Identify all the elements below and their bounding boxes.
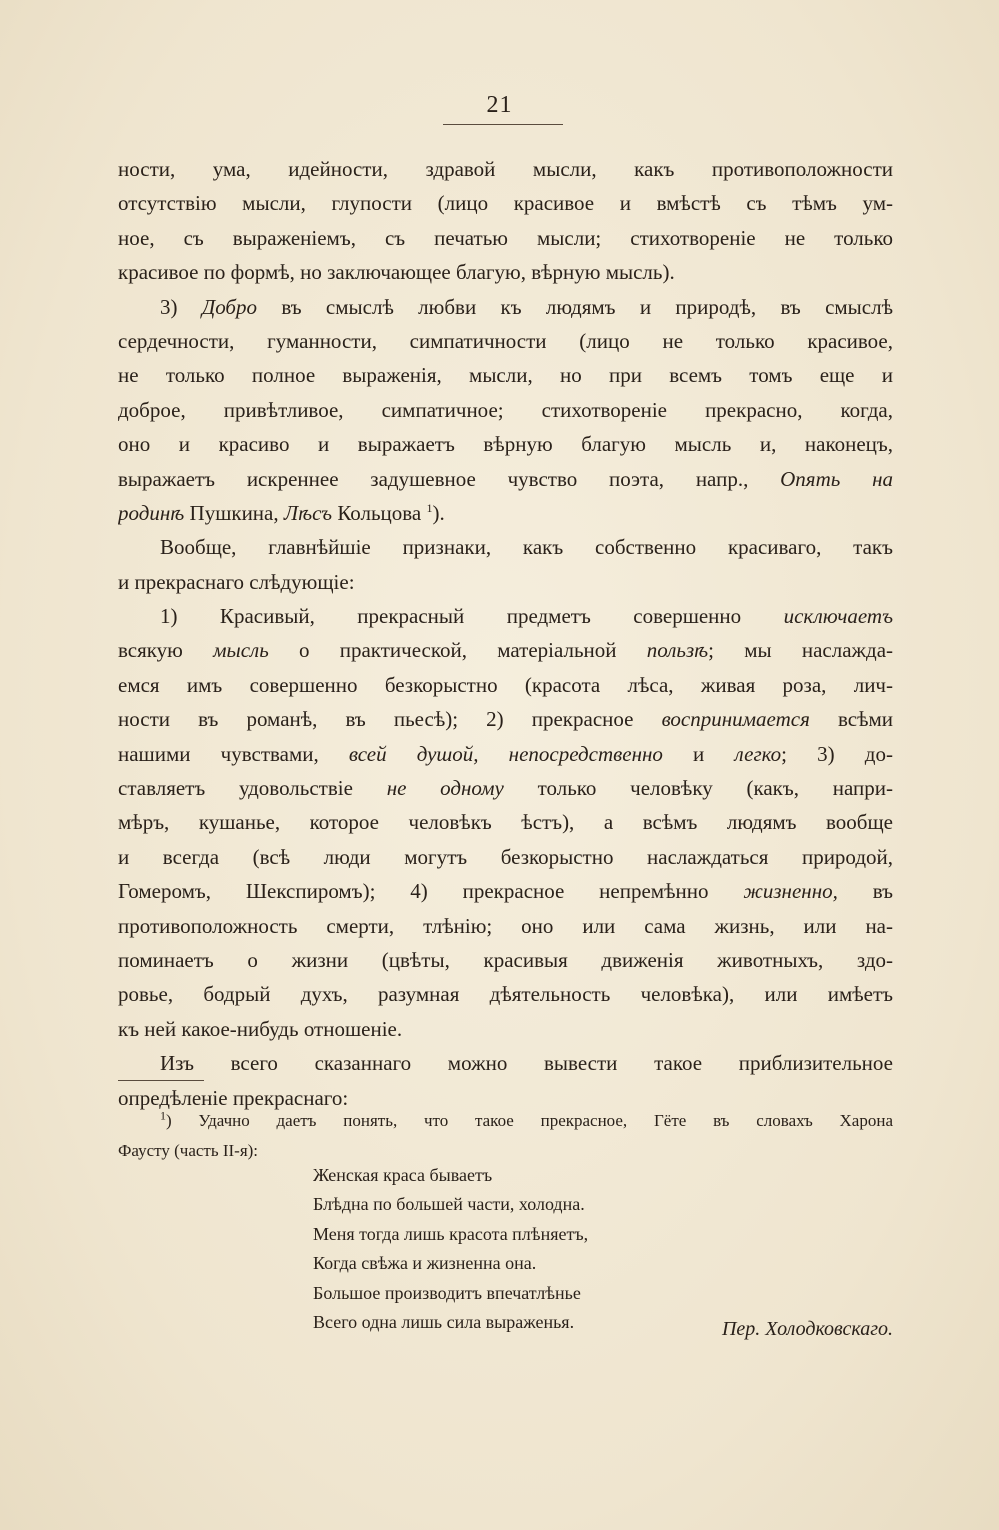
text-line: нашими чувствами, всей душой, непосредственно и легко; 3) до- [118,741,893,766]
text-line: мѣръ, кушанье, которое человѣкъ ѣстъ), а всѣмъ людямъ вообще [118,810,893,835]
text-line: ности, ума, идейности, здравой мысли, какъ противоположности [118,157,893,181]
text-line: противоположность смерти, тлѣнію; оно или сама жизнь, или на- [118,913,893,938]
footnote-verse [313,1161,893,1337]
text-line: и прекраснаго слѣдующіе: [118,569,355,594]
text-line: не только полное выраженія, мысли, но при всемъ томъ еще и [118,363,893,388]
verse-line: Женская краса бываетъ [313,1165,493,1185]
main-text [118,152,893,1115]
text-line: Изъ всего сказаннаго можно вывести такое приблизительное [160,1051,893,1076]
text-line: ное, съ выраженіемъ, съ печатью мысли; стихотвореніе не только [118,225,893,250]
verse-line: Всего одна лишь сила выраженья. [313,1311,575,1332]
text-line: 3) Добро въ смыслѣ любви къ людямъ и природѣ, въ смыслѣ [160,294,893,319]
page-number: 21 [486,92,513,118]
footnote-text [118,1106,893,1166]
verse-line: Меня тогда лишь красота плѣняетъ, [313,1223,589,1244]
text-line: родинѣ Пушкина, Лѣсъ Кольцова $^1$). [118,500,445,525]
text-line: доброе, привѣтливое, симпатичное; стихотвореніе прекрасно, когда, [118,397,893,422]
footnote-line: $^1$) Удачно даетъ понять, что такое прекрасное, Гёте въ словахъ Харона [160,1108,893,1130]
text-line: выражаетъ искреннее задушевное чувство поэта, напр., Опять на [118,466,893,491]
text-line: поминаетъ о жизни (цвѣты, красивыя движенія животныхъ, здо- [118,947,893,972]
verse-line: Блѣдна по большей части, холодна. [313,1194,585,1215]
text-line: сердечности, гуманности, симпатичности (лицо не только красивое, [118,328,893,353]
text-line: къ ней какое-нибудь отношеніе. [118,1016,403,1041]
text-line: опредѣленіе прекраснаго: [118,1085,349,1110]
text-line: 1) Красивый, прекрасный предметъ совершенно исключаетъ [160,604,893,629]
text-line: емся имъ совершенно безкорыстно (красота лѣса, живая роза, лич- [118,672,893,697]
text-line: ровье, бодрый духъ, разумная дѣятельность человѣка), или имѣетъ [118,982,893,1007]
text-line: отсутствію мысли, глупости (лицо красивое и вмѣстѣ съ тѣмъ ум- [118,191,893,216]
text-line: красивое по формѣ, но заключающее благую, вѣрную мысль). [118,260,675,285]
header-rule [443,124,563,125]
text-line: ставляетъ удовольствіе не одному только человѣку (какъ, напри- [118,776,893,801]
text-line: и всегда (всѣ люди могутъ безкорыстно наслаждаться природой, [118,844,893,869]
verse-line: Когда свѣжа и жизненна она. [313,1253,537,1274]
footnote-line: Фаусту (часть II-я): [118,1141,259,1160]
footnote-separator [118,1080,204,1081]
verse-line: Большое производитъ впечатлѣнье [313,1282,581,1303]
text-line: ности въ романѣ, въ пьесѣ); 2) прекрасное воспринимается всѣми [118,707,893,732]
text-line: Вообще, главнѣйшіе признаки, какъ собственно красиваго, такъ [160,535,893,560]
translator-credit: Пер. Холодковскаго. [721,1318,893,1340]
text-line: оно и красиво и выражаетъ вѣрную благую мысль и, наконецъ, [118,432,893,457]
text-line: всякую мысль о практической, матеріальной пользѣ; мы наслажда- [118,638,893,663]
text-line: Гомеромъ, Шекспиромъ); 4) прекрасное непремѣнно жизненно, въ [118,879,893,904]
